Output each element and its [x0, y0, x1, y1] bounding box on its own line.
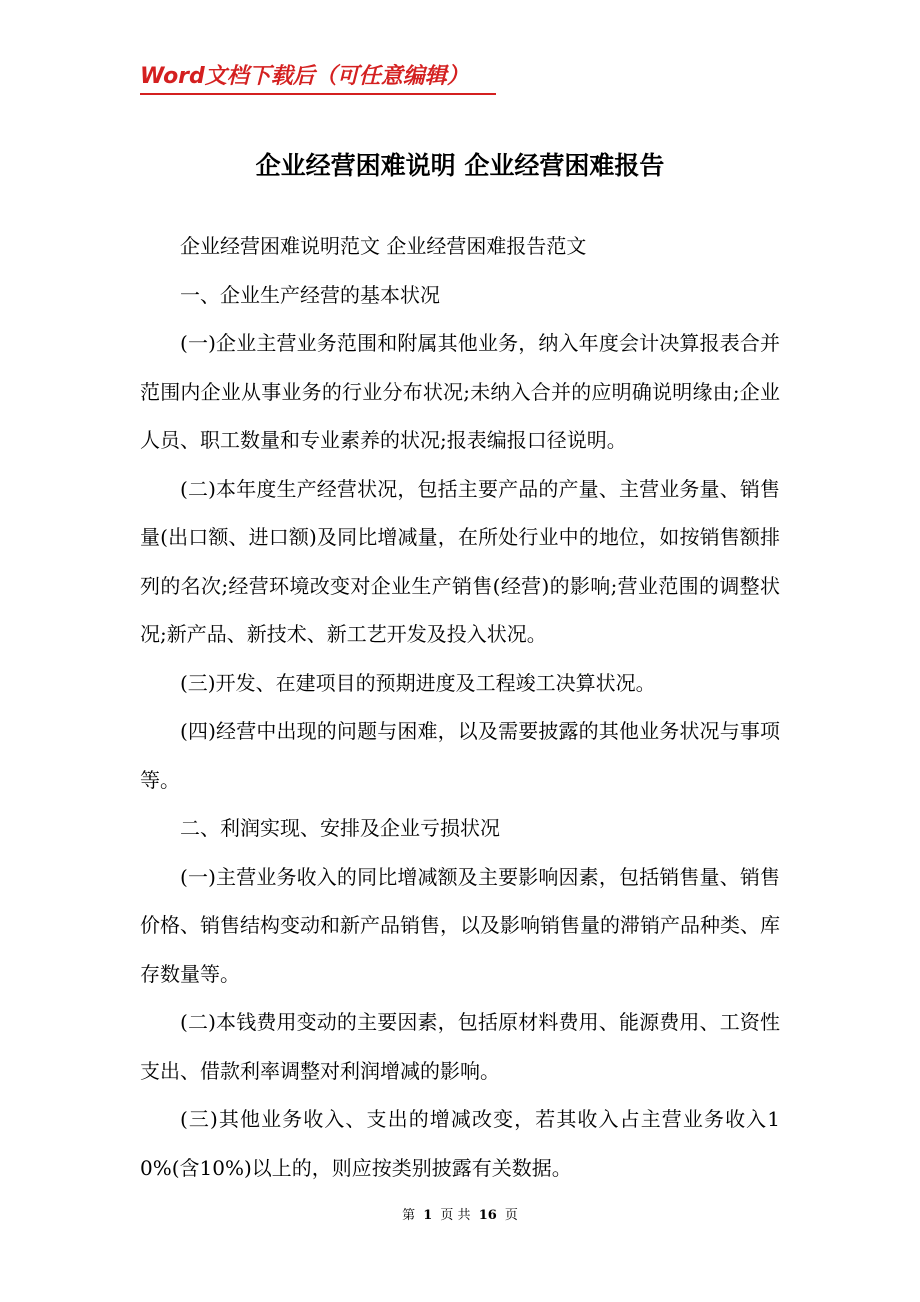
- header-underline: [140, 93, 496, 95]
- paragraph: (三)其他业务收入、支出的增减改变，若其收入占主营业务收入10%(含10%)以上的，则应按类别披露有关数据。: [140, 1107, 780, 1180]
- section-heading-1: 一、企业生产经营的基本状况: [180, 282, 440, 307]
- page-header: [140, 62, 496, 92]
- document-title: 企业经营困难说明 企业经营困难报告: [255, 151, 665, 180]
- header-watermark-text: Word文档下载后（可任意编辑）: [140, 64, 469, 89]
- footer-middle: 页 共: [440, 1208, 471, 1223]
- paragraph: (三)开发、在建项目的预期进度及工程竣工决算状况。: [180, 670, 656, 695]
- page-footer: [0, 1206, 920, 1226]
- footer-suffix: 页: [504, 1208, 518, 1223]
- paragraph: (一)企业主营业务范围和附属其他业务，纳入年度会计决算报表合并范围内企业从事业务的行业分布状况;未纳入合并的应明确说明缘由;企业人员、职工数量和专业素养的状况;报表编报口径说明。: [140, 331, 780, 452]
- document-body: [140, 222, 780, 1192]
- paragraph: (四)经营中出现的问题与困难，以及需要披露的其他业务状况与事项等。: [140, 719, 780, 792]
- footer-prefix: 第: [402, 1208, 416, 1223]
- section-heading-2: 二、利润实现、安排及企业亏损状况: [180, 816, 500, 840]
- footer-total-pages: 16: [478, 1208, 497, 1223]
- paragraph: (二)本钱费用变动的主要因素，包括原材料费用、能源费用、工资性支出、借款利率调整对利润增减的影响。: [140, 1010, 780, 1083]
- footer-current-page: 1: [423, 1208, 433, 1223]
- paragraph: (二)本年度生产经营状况，包括主要产品的产量、主营业务量、销售量(出口额、进口额)及同比增减量，在所处行业中的地位，如按销售额排列的名次;经营环境改变对企业生产销售(经营)的影响;营业范围的调整状况;新产品、新技术、新工艺开发及投入状况。: [140, 476, 780, 646]
- paragraph: (一)主营业务收入的同比增减额及主要影响因素，包括销售量、销售价格、销售结构变动和新产品销售，以及影响销售量的滞销产品种类、库存数量等。: [140, 864, 780, 986]
- paragraph-subtitle: 企业经营困难说明范文 企业经营困难报告范文: [180, 234, 587, 258]
